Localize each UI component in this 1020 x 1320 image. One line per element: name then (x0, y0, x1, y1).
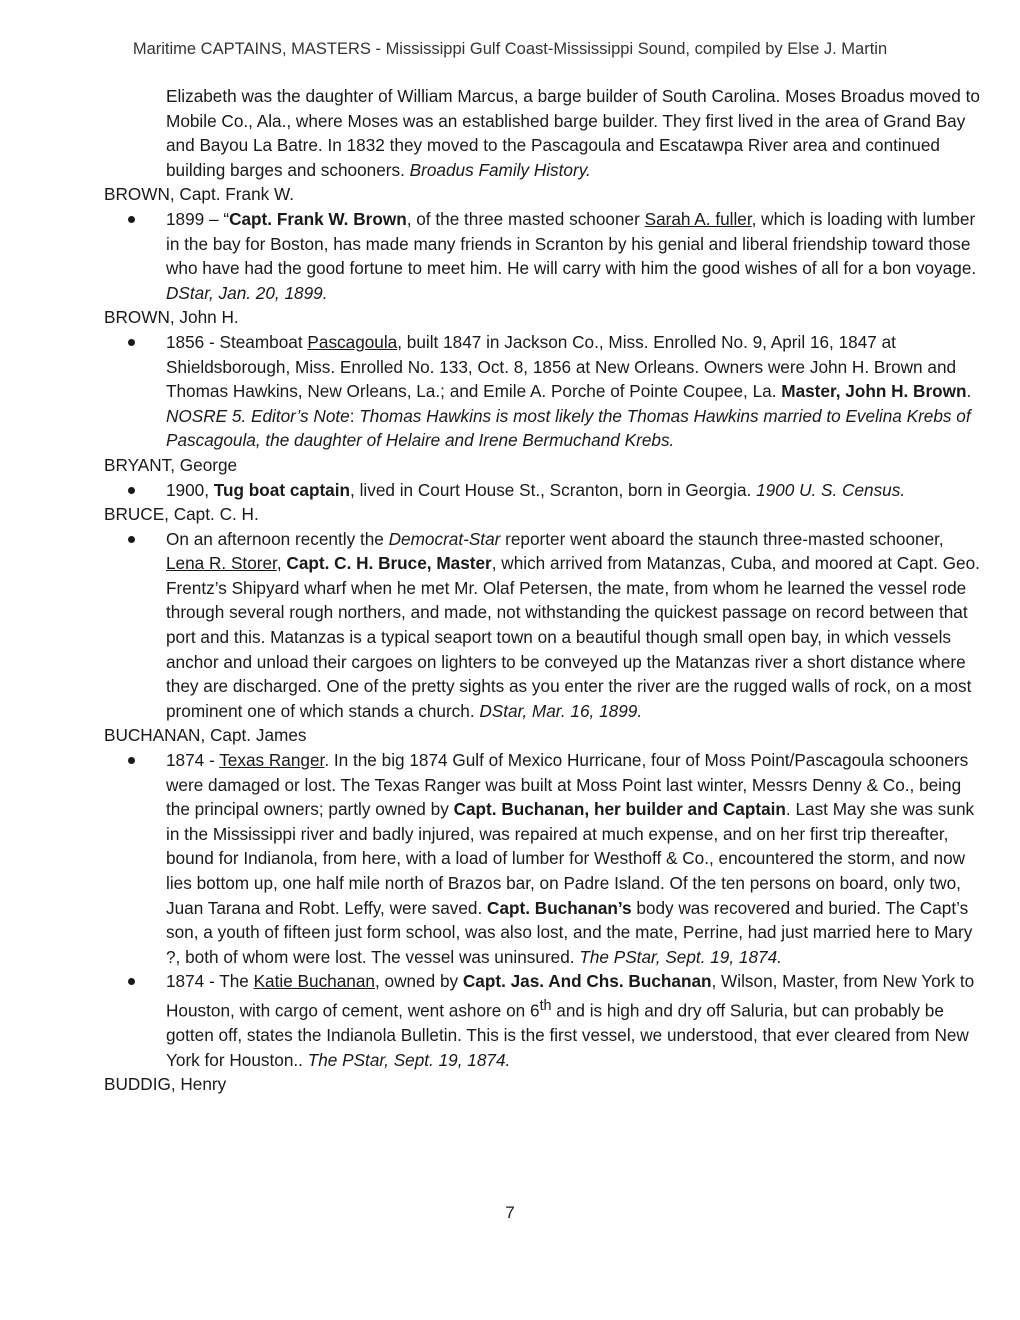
entry-bold: Master, John H. Brown (781, 381, 967, 402)
list-item (166, 478, 984, 503)
entry-text: 1874 - The (166, 971, 254, 992)
vessel-name: Sarah A. fuller (644, 208, 752, 229)
list-item (166, 527, 984, 724)
entry-bold: Capt. Frank W. Brown (229, 208, 407, 229)
entry-source: NOSRE 5. Editor’s Note (166, 405, 350, 426)
entry-text: . (966, 381, 972, 402)
page-number: 7 (505, 1203, 515, 1222)
bullet-icon (128, 487, 135, 494)
bullet-icon (128, 216, 135, 223)
list-item (166, 748, 984, 969)
entry-text: , lived in Court House St., Scranton, born in Georgia. (350, 479, 757, 500)
entry-name-buddig: BUDDIG, Henry (104, 1074, 227, 1095)
entry-text: , built 1847 in Jackson Co., Miss. Enrolled No. 9, April 16, 1847 at Shieldsborough, Miss. Enrolled No. 133, Oct. 8, 1856 at New Orleans. Owners were John H. Brown and Thomas Hawkins, New Orleans, La.; and Emile A. Porche of Pointe Coupee, La. (166, 331, 957, 402)
entry-text: body was recovered and buried. The Capt’s son, a youth of fifteen just form school, was also lost, and the mate, Perrine, had just married here to Mary ?, both of whom were lost. The vessel was uninsured. (166, 897, 973, 967)
entry-text: , Wilson, Master, from New York to Houston, with cargo of cement, went ashore on 6 (166, 971, 975, 1021)
entry-name-bruce: BRUCE, Capt. C. H. (104, 504, 259, 525)
entry-bold: Capt. C. H. Bruce, Master (286, 553, 492, 574)
intro-source: Broadus Family History. (409, 159, 591, 180)
entry-text: 1856 - Steamboat (166, 331, 308, 352)
entry-text: 1900, (166, 479, 214, 500)
bullet-icon (128, 339, 135, 346)
entry-source: The PStar, Sept. 19, 1874. (579, 946, 782, 967)
bullet-icon (128, 536, 135, 543)
entry-source: 1900 U. S. Census. (756, 479, 906, 500)
entry-name-buchanan: BUCHANAN, Capt. James (104, 725, 307, 746)
entry-text: 1874 - (166, 750, 220, 771)
vessel-name: Texas Ranger (219, 750, 325, 771)
entry-bold: Capt. Buchanan’s (487, 897, 632, 918)
entry-text: , of the three masted schooner (406, 208, 645, 229)
entry-bold: Capt. Buchanan, her builder and Captain (453, 799, 786, 820)
entry-bold: Capt. Jas. And Chs. Buchanan (462, 971, 712, 992)
document-body (104, 84, 984, 1097)
entry-text: reporter went aboard the staunch three-masted schooner, (500, 528, 944, 549)
entry-source: DStar, Mar. 16, 1899. (479, 700, 643, 721)
entry-text: , owned by (374, 971, 463, 992)
entry-text: and is high and dry off Saluria, but can probably be gotten off, states the Indianola Bulletin. This is the first vessel, we understood, that ever cleared from New York for Houston.. (166, 1000, 969, 1070)
entry-text: : (349, 405, 360, 426)
list-item (166, 207, 984, 305)
bullet-icon (128, 978, 135, 985)
intro-text: Elizabeth was the daughter of William Marcus, a barge builder of South Carolina. Moses Broadus moved to Mobile Co., Ala., where Moses was an established barge builder. They first lived in the area of Grand Bay and Bayou La Batre. In 1832 they moved to the Pascagoula and Escatawpa River area and continued building barges and schooners. (166, 86, 980, 180)
entry-source: DStar, Jan. 20, 1899. (166, 282, 328, 303)
entry-text: . In the big 1874 Gulf of Mexico Hurricane, four of Moss Point/Pascagoula schooners were damaged or lost. The Texas Ranger was built at Moss Point last winter, Messrs Denny & Co., being the principal owners; partly owned by (166, 750, 969, 820)
vessel-name: Lena R. Storer (166, 553, 277, 574)
entry-source: The PStar, Sept. 19, 1874. (307, 1049, 511, 1070)
ordinal-suffix: th (539, 997, 552, 1014)
vessel-name: Katie Buchanan (253, 971, 375, 992)
entry-text: , which is loading with lumber in the bay for Boston, has made many friends in Scranton by his genial and liberal friendship toward those who have had the good fortune to meet him. He will carry with him the good wishes of all for a bon voyage. (166, 208, 977, 279)
entry-name-brown-john: BROWN, John H. (104, 307, 239, 328)
vessel-name: Pascagoula (307, 331, 398, 352)
entry-text: On an afternoon recently the (166, 528, 389, 549)
entry-name-brown-frank: BROWN, Capt. Frank W. (104, 184, 295, 205)
entry-name-bryant: BRYANT, George (104, 454, 238, 475)
list-item (166, 330, 984, 453)
entry-text: , which arrived from Matanzas, Cuba, and moored at Capt. Geo. Frentz’s Shipyard wharf when he met Mr. Olaf Petersen, the mate, from whom he learned the vessel rode through several rough northers, and made, not withstanding the quickest passage on record between that port and this. Matanzas is a typical seaport town on a beautiful though small open bay, in which vessels anchor and unload their cargoes on lighters to be conveyed up the Matanzas river a short distance where they are discharged. One of the pretty sights as you enter the river are the rugged walls of rock, on a most prominent one of which stands a church. (166, 553, 980, 721)
entry-text: 1899 – “ (166, 208, 230, 229)
running-header: Maritime CAPTAINS, MASTERS - Mississippi Gulf Coast-Mississippi Sound, compiled by Else J. Martin (132, 40, 888, 58)
newspaper-name: Democrat-Star (388, 528, 501, 549)
bullet-icon (128, 757, 135, 764)
intro-paragraph (166, 84, 984, 182)
entry-text: , (276, 553, 287, 574)
list-item (166, 969, 984, 1072)
entry-text: . Last May she was sunk in the Mississippi river and badly injured, was repaired at much expense, and on her first trip thereafter, bound for Indianola, from here, with a load of lumber for Westhoff & Co., encountered the storm, and now lies bottom up, one half mile north of Brazos bar, on Padre Island. Of the ten persons on board, only two, Juan Tarana and Robt. Leffy, were saved. (166, 799, 975, 918)
entry-bold: Tug boat captain (213, 479, 351, 500)
editor-note: Thomas Hawkins is most likely the Thomas Hawkins married to Evelina Krebs of Pascagoula, the daughter of Helaire and Irene Bermuchand Krebs. (166, 405, 971, 451)
